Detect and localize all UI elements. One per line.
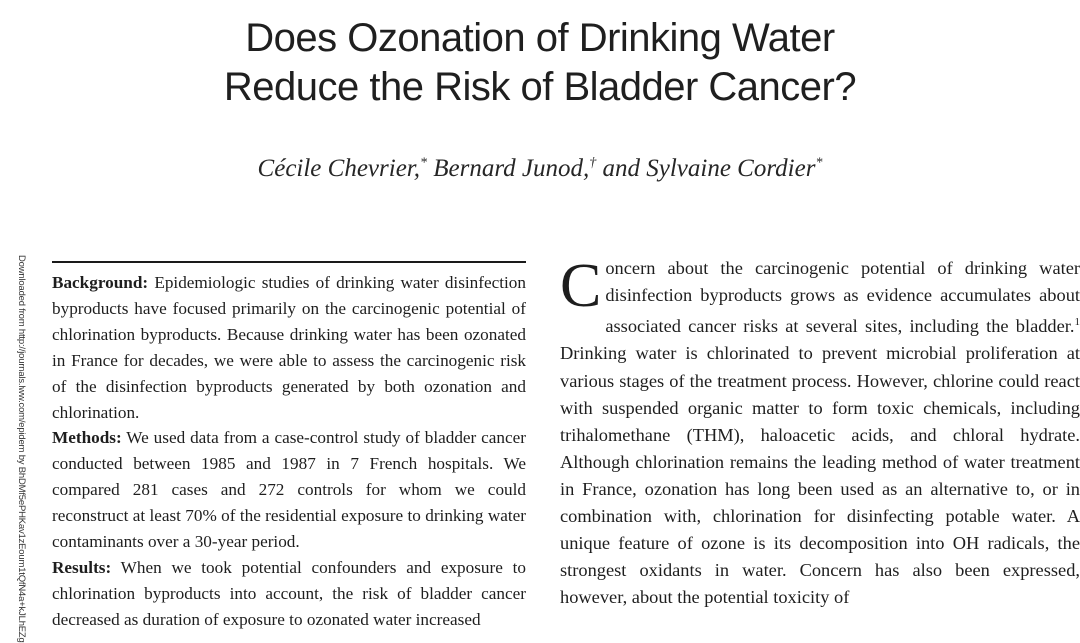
author-2: Bernard Junod, (433, 155, 589, 182)
intro-text-1: oncern about the carcinogenic potential of drinking water disinfection byproducts grows as evidence accumulates about associated cancer risks at several sites, including the bladder. (605, 258, 1080, 336)
abstract-results (52, 555, 526, 633)
background-label: Background: (52, 273, 148, 292)
methods-label: Methods: (52, 428, 122, 447)
reference-1[interactable]: 1 (1075, 316, 1080, 328)
article-title (160, 14, 920, 112)
title-line-2: Reduce the Risk of Bladder Cancer? (160, 63, 920, 112)
methods-text: We used data from a case-control study of bladder cancer conducted between 1985 and 1987 in 7 French hospitals. We compared 281 cases and 272 controls for whom we could reconstruct at least 70% of the residential exposure to drinking water contaminants over a 30-year period. (52, 428, 526, 551)
abstract-top-rule (52, 261, 526, 263)
download-watermark: Downloaded from http://journals.lww.com/epidem by BhDMf5ePHKav1zEoum1tQfN4a+kJLhEZg (13, 255, 27, 615)
intro-column (560, 255, 1080, 611)
background-text: Epidemiologic studies of drinking water disinfection byproducts have focused primarily on the carcinogenic potential of chlorination byproducts. Because drinking water has been ozonated in France for decades, we were able to assess the carcinogenic risk of the disinfection byproducts generated by both ozonation and chlorination. (52, 273, 526, 422)
drop-cap: C (560, 261, 601, 311)
affiliation-mark-1: * (420, 156, 427, 171)
intro-paragraph (560, 255, 1080, 611)
author-list (160, 155, 920, 183)
abstract (52, 270, 526, 633)
author-1: Cécile Chevrier, (258, 155, 420, 182)
results-text: When we took potential confounders and exposure to chlorination byproducts into account, the risk of bladder cancer decreased as duration of exposure to ozonated water increased (52, 558, 526, 629)
affiliation-mark-2: † (589, 156, 596, 171)
affiliation-mark-3: * (815, 156, 822, 171)
intro-text-2: Drinking water is chlorinated to prevent microbial proliferation at various stages of the treatment process. However, chlorine could react with suspended organic matter to form toxic chemicals, including trihalomethane (THM), haloacetic acids, and chloral hydrate. Although chlorination remains the leading method of water treatment in France, ozonation has long been used as an alternative to, or in combination with, chlorination for disinfecting potable water. A unique feature of ozone is its decomposition into OH radicals, the strongest oxidants in water. Concern has also been expressed, however, about the potential toxicity of (560, 343, 1080, 607)
title-line-1: Does Ozonation of Drinking Water (160, 14, 920, 63)
abstract-background (52, 270, 526, 425)
results-label: Results: (52, 558, 111, 577)
abstract-methods (52, 425, 526, 555)
author-3: and Sylvaine Cordier (603, 155, 816, 182)
